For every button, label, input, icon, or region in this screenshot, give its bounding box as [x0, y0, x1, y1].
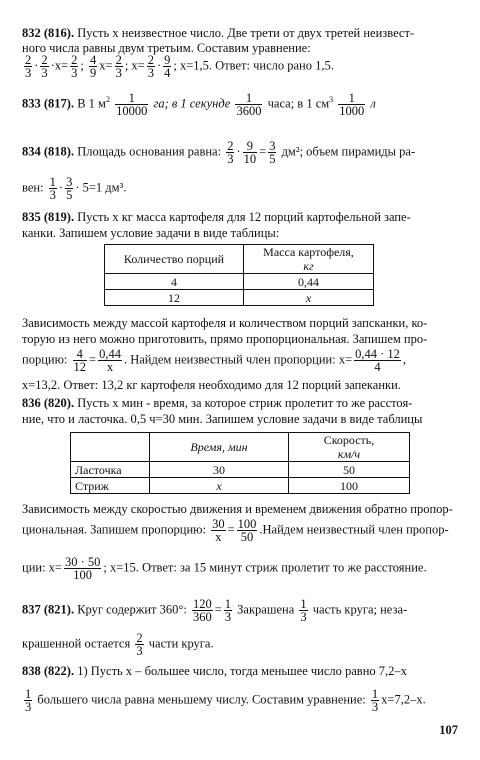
table-cell: 0,44 — [244, 274, 374, 290]
p832-line3-tail: ; x=1,5. Ответ: число рано 1,5. — [173, 58, 334, 73]
p836-number: 836 (820). — [22, 396, 75, 410]
p833-number: 833 (817). — [22, 96, 75, 111]
p836-line4: циональная. Запишем пропорцию: $\frac{30}{x}$ = $\frac{100}{50}$ .Найдем неизвестный член пропор- — [22, 517, 449, 544]
p835-text5b: . Найдем неизвестный член пропорции: — [123, 352, 336, 367]
p834-text3: вен: — [22, 180, 44, 195]
p837-line1: 837 (821). Круг содержит 360°: $\frac{120}{360}$ = $\frac{1}{3}$ Закрашена $\frac{1}{3}$ часть круга; неза- — [22, 597, 408, 624]
page-number: 107 — [439, 723, 458, 737]
p835-line6: x=13,2. Ответ: 13,2 кг картофеля необходимо для 12 порций запеканки. — [22, 378, 401, 392]
p837-text3: часть круга; неза- — [312, 602, 408, 617]
table-cell: x — [150, 478, 289, 494]
p832-number: 832 (816). — [22, 26, 75, 40]
p836-text1: Пусть x мин - время, за которое стриж пролетит то же расстоя- — [77, 396, 413, 410]
p838-text3: x=7,2–x. — [381, 692, 426, 707]
p833-text2: га; в 1 секунде — [153, 96, 231, 111]
p836-line1 — [22, 396, 456, 411]
p838-line2: $\frac{1}{3}$ большего числа равна меньшему числу. Составим уравнение: $\frac{1}{3}$ x=7,2–x. — [25, 687, 426, 714]
p835-line1 — [22, 210, 456, 225]
p836-text4b: .Найдем неизвестный член пропор- — [259, 522, 449, 537]
table-cell: Ласточка — [71, 462, 150, 478]
p832-line2: ного числа равны двум третьим. Составим уравнение: — [22, 41, 311, 55]
p836-line5: ции: x= $\frac{30 \cdot 50}{100}$ ; x=15. Ответ: за 15 минут стриж пролетит то же расстояние. — [22, 555, 427, 582]
p836-line2: ние, что и ласточка. 0,5 ч=30 мин. Запишем условие задачи в виде таблицы — [22, 412, 423, 426]
table-cell: 4 — [105, 274, 244, 290]
p837-number: 837 (821). — [22, 602, 75, 617]
p834-text1: Площадь основания равна: — [77, 144, 222, 159]
p835-line2: канки. Запишем условие задачи в виде таблицы: — [22, 226, 280, 240]
p836-line3: Зависимость между скоростью движения и временем движения обратно пропор- — [22, 502, 453, 516]
p838-text1: 1) Пусть x – большее число, тогда меньшее число равно 7,2–x — [77, 664, 407, 678]
table-cell: 30 — [150, 462, 289, 478]
p834-text4: · 5=1 дм³. — [75, 180, 127, 195]
p833-line: 833 (817). В 1 $м^2$ $\frac{1}{10000}$ га; в 1 секунде $\frac{1}{3600}$ часа; в 1 $см^3$ $\frac{1}{1000}$ л — [22, 91, 376, 118]
p835-header-mass: Масса картофеля, кг — [244, 245, 374, 274]
p837-line2: крашенной остается $\frac{2}{3}$ части круга. — [22, 631, 214, 658]
p835-line3: Зависимость между массой картофеля и количеством порций запсканки, ко- — [22, 316, 428, 330]
table-cell: 100 — [289, 478, 410, 494]
p833-text4: л — [370, 96, 376, 111]
p835-header-portions: Количество порций — [105, 245, 244, 274]
p835-line5: порцию: $\frac{4}{12}$ = $\frac{0,44}{x}$ . Найдем неизвестный член пропорции: x= $\frac{0,44 \cdot 12}{4}$ , — [22, 347, 407, 374]
p835-table — [104, 244, 374, 306]
table-cell: Стриж — [71, 478, 150, 494]
table-cell — [71, 433, 150, 462]
p836-header-time: Время, мин — [150, 433, 289, 462]
p836-table — [70, 432, 410, 494]
table-cell: x — [244, 290, 374, 306]
p835-text5a: порцию: — [22, 352, 68, 367]
p837-text1: Круг содержит 360°: — [77, 602, 187, 617]
p838-text2: большего числа равна меньшему числу. Составим уравнение: — [37, 692, 366, 707]
table-cell: 50 — [289, 462, 410, 478]
p835-number: 835 (819). — [22, 210, 75, 224]
p837-text4: крашенной остается — [22, 636, 131, 651]
p832-text1: Пусть x неизвестное число. Две трети от двух третей неизвест- — [77, 26, 415, 40]
p837-text2: Закрашена — [237, 602, 295, 617]
p832-equation: $\frac{2}{3}$ · $\frac{2}{3}$ ·x= $\frac{2}{3}$ ; $\frac{4}{9}$ x= $\frac{2}{3}$ ; x= $\frac{2}{3}$ · $\frac{9}{4}$ ; x=1,5. Ответ: число рано 1,5. — [25, 53, 334, 80]
table-cell: 12 — [105, 290, 244, 306]
p833-text1: В 1 м — [77, 96, 106, 111]
p836-text5a: ции: x= — [22, 560, 62, 575]
p837-text5: части круга. — [148, 636, 214, 651]
p836-text5b: ; x=15. Ответ: за 15 минут стриж пролетит то же расстояние. — [103, 560, 427, 575]
p838-line1 — [22, 664, 456, 679]
p832-line1 — [22, 26, 456, 41]
p834-line2: вен: $\frac{1}{3}$ · $\frac{3}{5}$ · 5=1 дм³. — [22, 175, 127, 202]
p838-number: 838 (822). — [22, 664, 75, 678]
p834-line1: 834 (818). Площадь основания равна: $\frac{2}{3}$ · $\frac{9}{10}$ = $\frac{3}{5}$ дм²; объем пирамиды ра- — [22, 139, 416, 166]
p836-header-speed: Скорость, км/ч — [289, 433, 410, 462]
p836-text4a: циональная. Запишем пропорцию: — [22, 522, 206, 537]
p835-line4: торую из него можно приготовить, прямо пропорциональная. Запишем про- — [22, 332, 428, 346]
p834-number: 834 (818). — [22, 144, 75, 159]
p834-text2: дм²; объем пирамиды ра- — [281, 144, 416, 159]
p835-text1: Пусть x кг масса картофеля для 12 порций картофельной запе- — [77, 210, 411, 224]
p833-text3: часа; в 1 см — [267, 96, 330, 111]
